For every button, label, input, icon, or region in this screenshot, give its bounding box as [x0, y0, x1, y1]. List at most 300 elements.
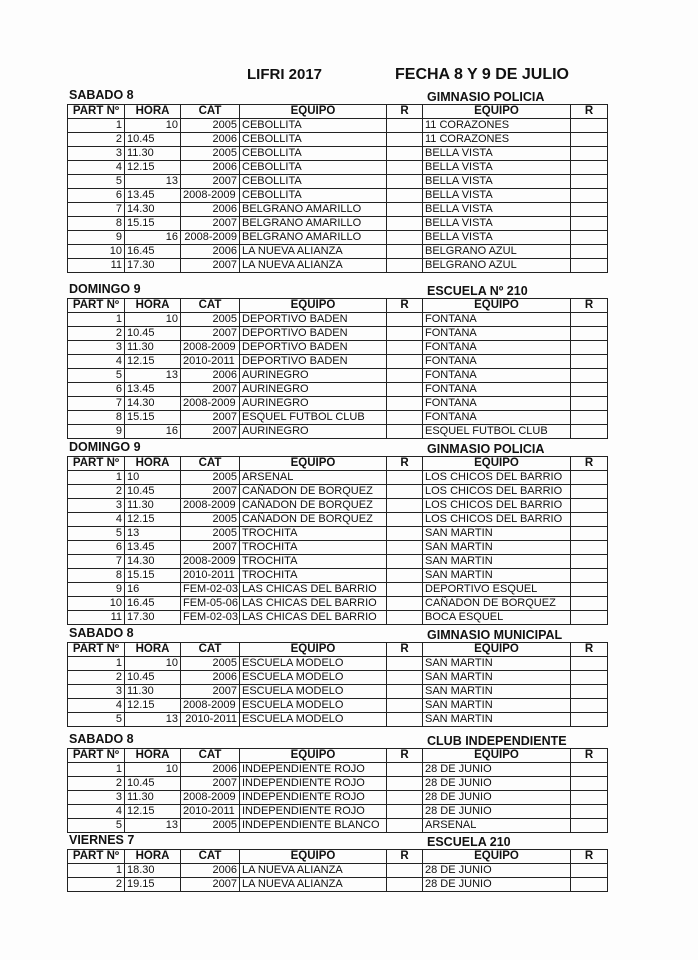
table-row — [68, 597, 608, 611]
column-header-equipo2: EQUIPO — [423, 457, 571, 471]
home-team: LA NUEVA ALIANZA — [240, 245, 387, 259]
column-header-part: PART Nº — [68, 749, 125, 763]
day-label: VIERNES 7 — [69, 833, 135, 847]
part-number: 2 — [68, 485, 125, 499]
column-header-hora: HORA — [125, 850, 181, 864]
away-team: FONTANA — [423, 313, 571, 327]
venue-label: GIMNASIO POLICIA — [427, 90, 545, 104]
away-team: FONTANA — [423, 355, 571, 369]
table-row — [68, 313, 608, 327]
home-result[interactable] — [387, 471, 423, 485]
day-label: DOMINGO 9 — [69, 282, 141, 296]
away-result[interactable] — [571, 341, 608, 355]
category: 2007 — [181, 425, 240, 439]
away-result[interactable] — [571, 805, 608, 819]
table-row — [68, 341, 608, 355]
day-label: SABADO 8 — [69, 88, 134, 102]
away-result[interactable] — [571, 411, 608, 425]
column-header-equipo2: EQUIPO — [423, 850, 571, 864]
part-number: 1 — [68, 864, 125, 878]
match-time: 19.15 — [125, 878, 181, 892]
match-time: 13 — [125, 369, 181, 383]
match-time: 10.45 — [125, 671, 181, 685]
home-team: INDEPENDIENTE ROJO — [240, 777, 387, 791]
home-team: TROCHITA — [240, 569, 387, 583]
match-time: 11.30 — [125, 791, 181, 805]
away-result[interactable] — [571, 513, 608, 527]
away-result[interactable] — [571, 355, 608, 369]
table-row — [68, 189, 608, 203]
home-result[interactable] — [387, 383, 423, 397]
home-team: CAÑADON DE BORQUEZ — [240, 513, 387, 527]
away-result[interactable] — [571, 671, 608, 685]
table-row — [68, 569, 608, 583]
away-result[interactable] — [571, 527, 608, 541]
match-time: 10 — [125, 763, 181, 777]
column-header-equipo: EQUIPO — [240, 105, 387, 119]
match-time: 10.45 — [125, 133, 181, 147]
category: 2006 — [181, 203, 240, 217]
table-row — [68, 119, 608, 133]
away-result[interactable] — [571, 327, 608, 341]
home-result[interactable] — [387, 189, 423, 203]
match-time: 18.30 — [125, 864, 181, 878]
home-result[interactable] — [387, 425, 423, 439]
column-header-r2: R — [571, 299, 608, 313]
home-result[interactable] — [387, 203, 423, 217]
home-result[interactable] — [387, 597, 423, 611]
match-time: 13.45 — [125, 541, 181, 555]
table-row — [68, 864, 608, 878]
table-row — [68, 699, 608, 713]
match-time: 12.15 — [125, 699, 181, 713]
home-result[interactable] — [387, 217, 423, 231]
match-block — [67, 626, 609, 727]
part-number: 2 — [68, 777, 125, 791]
category: FEM-02-03 — [181, 583, 240, 597]
category: 2005 — [181, 313, 240, 327]
column-header-equipo2: EQUIPO — [423, 299, 571, 313]
category: 2006 — [181, 763, 240, 777]
home-result[interactable] — [387, 657, 423, 671]
home-result[interactable] — [387, 777, 423, 791]
away-result[interactable] — [571, 471, 608, 485]
match-time: 14.30 — [125, 397, 181, 411]
away-team: BELGRANO AZUL — [423, 259, 571, 273]
table-header-row — [68, 643, 608, 657]
away-team: FONTANA — [423, 341, 571, 355]
category: 2007 — [181, 878, 240, 892]
match-time: 14.30 — [125, 555, 181, 569]
away-result[interactable] — [571, 133, 608, 147]
table-row — [68, 499, 608, 513]
away-team: DEPORTIVO ESQUEL — [423, 583, 571, 597]
away-result[interactable] — [571, 485, 608, 499]
table-row — [68, 763, 608, 777]
away-result[interactable] — [571, 259, 608, 273]
match-time: 16 — [125, 425, 181, 439]
column-header-r: R — [387, 457, 423, 471]
home-team: LA NUEVA ALIANZA — [240, 864, 387, 878]
category: 2007 — [181, 327, 240, 341]
block-header — [67, 732, 609, 748]
home-result[interactable] — [387, 327, 423, 341]
table-row — [68, 369, 608, 383]
home-result[interactable] — [387, 611, 423, 625]
part-number: 11 — [68, 611, 125, 625]
away-result[interactable] — [571, 699, 608, 713]
match-time: 12.15 — [125, 355, 181, 369]
home-result[interactable] — [387, 791, 423, 805]
away-result[interactable] — [571, 685, 608, 699]
away-result[interactable] — [571, 611, 608, 625]
away-result[interactable] — [571, 763, 608, 777]
away-result[interactable] — [571, 369, 608, 383]
category: 2008-2009 — [181, 341, 240, 355]
home-team: ESCUELA MODELO — [240, 713, 387, 727]
match-block — [67, 282, 609, 439]
table-row — [68, 555, 608, 569]
column-header-hora: HORA — [125, 749, 181, 763]
match-time: 13.45 — [125, 383, 181, 397]
away-team: BELLA VISTA — [423, 147, 571, 161]
table-row — [68, 583, 608, 597]
part-number: 4 — [68, 161, 125, 175]
home-team: AURINEGRO — [240, 397, 387, 411]
table-row — [68, 777, 608, 791]
column-header-r2: R — [571, 105, 608, 119]
away-team: 28 DE JUNIO — [423, 763, 571, 777]
home-result[interactable] — [387, 397, 423, 411]
home-result[interactable] — [387, 864, 423, 878]
away-team: SAN MARTIN — [423, 713, 571, 727]
part-number: 9 — [68, 425, 125, 439]
away-team: ARSENAL — [423, 819, 571, 833]
table-row — [68, 611, 608, 625]
home-team: DEPORTIVO BADEN — [240, 355, 387, 369]
away-team: CAÑADON DE BORQUEZ — [423, 597, 571, 611]
category: 2006 — [181, 133, 240, 147]
home-result[interactable] — [387, 411, 423, 425]
home-result[interactable] — [387, 763, 423, 777]
category: 2005 — [181, 819, 240, 833]
away-result[interactable] — [571, 569, 608, 583]
category: 2007 — [181, 259, 240, 273]
category: 2007 — [181, 777, 240, 791]
away-team: BELLA VISTA — [423, 161, 571, 175]
match-time: 10 — [125, 657, 181, 671]
home-result[interactable] — [387, 583, 423, 597]
home-result[interactable] — [387, 819, 423, 833]
column-header-equipo: EQUIPO — [240, 749, 387, 763]
away-result[interactable] — [571, 175, 608, 189]
away-team: SAN MARTIN — [423, 569, 571, 583]
part-number: 6 — [68, 383, 125, 397]
away-result[interactable] — [571, 878, 608, 892]
away-result[interactable] — [571, 555, 608, 569]
column-header-cat: CAT — [181, 105, 240, 119]
home-team: INDEPENDIENTE ROJO — [240, 763, 387, 777]
column-header-part: PART Nº — [68, 850, 125, 864]
table-row — [68, 819, 608, 833]
home-result[interactable] — [387, 713, 423, 727]
table-row — [68, 671, 608, 685]
column-header-hora: HORA — [125, 105, 181, 119]
home-result[interactable] — [387, 671, 423, 685]
home-team: DEPORTIVO BADEN — [240, 341, 387, 355]
match-time: 16.45 — [125, 597, 181, 611]
table-row — [68, 203, 608, 217]
away-team: SAN MARTIN — [423, 527, 571, 541]
away-team: ESQUEL FUTBOL CLUB — [423, 425, 571, 439]
part-number: 9 — [68, 231, 125, 245]
table-row — [68, 259, 608, 273]
match-time: 10.45 — [125, 327, 181, 341]
away-result[interactable] — [571, 597, 608, 611]
home-team: CEBOLLITA — [240, 175, 387, 189]
match-time: 11.30 — [125, 499, 181, 513]
column-header-hora: HORA — [125, 457, 181, 471]
away-team: BELLA VISTA — [423, 217, 571, 231]
home-result[interactable] — [387, 369, 423, 383]
away-result[interactable] — [571, 791, 608, 805]
home-team: AURINEGRO — [240, 425, 387, 439]
day-label: DOMINGO 9 — [69, 440, 141, 454]
table-row — [68, 383, 608, 397]
category: 2007 — [181, 541, 240, 555]
match-time: 17.30 — [125, 259, 181, 273]
venue-label: GIMNASIO MUNICIPAL — [427, 628, 563, 642]
away-result[interactable] — [571, 397, 608, 411]
away-result[interactable] — [571, 819, 608, 833]
away-team: BELGRANO AZUL — [423, 245, 571, 259]
table-row — [68, 175, 608, 189]
home-result[interactable] — [387, 355, 423, 369]
part-number: 7 — [68, 203, 125, 217]
table-row — [68, 878, 608, 892]
away-result[interactable] — [571, 203, 608, 217]
match-time: 11.30 — [125, 341, 181, 355]
away-team: 11 CORAZONES — [423, 133, 571, 147]
away-team: BELLA VISTA — [423, 203, 571, 217]
away-result[interactable] — [571, 541, 608, 555]
match-time: 12.15 — [125, 513, 181, 527]
table-row — [68, 355, 608, 369]
away-team: BELLA VISTA — [423, 175, 571, 189]
home-result[interactable] — [387, 133, 423, 147]
away-team: 28 DE JUNIO — [423, 864, 571, 878]
away-team: LOS CHICOS DEL BARRIO — [423, 513, 571, 527]
home-result[interactable] — [387, 313, 423, 327]
part-number: 3 — [68, 341, 125, 355]
category: 2006 — [181, 161, 240, 175]
away-team: LOS CHICOS DEL BARRIO — [423, 471, 571, 485]
table-row — [68, 397, 608, 411]
match-table — [67, 456, 608, 625]
match-time: 11.30 — [125, 685, 181, 699]
category: 2008-2009 — [181, 555, 240, 569]
home-team: LA NUEVA ALIANZA — [240, 259, 387, 273]
away-result[interactable] — [571, 245, 608, 259]
match-block — [67, 88, 609, 273]
home-result[interactable] — [387, 485, 423, 499]
part-number: 5 — [68, 713, 125, 727]
day-label: SABADO 8 — [69, 626, 134, 640]
table-row — [68, 327, 608, 341]
home-result[interactable] — [387, 147, 423, 161]
table-row — [68, 245, 608, 259]
home-result[interactable] — [387, 685, 423, 699]
table-header-row — [68, 457, 608, 471]
match-time: 13 — [125, 819, 181, 833]
column-header-equipo: EQUIPO — [240, 850, 387, 864]
away-result[interactable] — [571, 147, 608, 161]
away-result[interactable] — [571, 425, 608, 439]
category: 2007 — [181, 485, 240, 499]
block-header — [67, 626, 609, 642]
home-team: ESCUELA MODELO — [240, 671, 387, 685]
away-result[interactable] — [571, 713, 608, 727]
away-result[interactable] — [571, 499, 608, 513]
match-time: 13 — [125, 175, 181, 189]
away-result[interactable] — [571, 657, 608, 671]
away-result[interactable] — [571, 777, 608, 791]
home-team: TROCHITA — [240, 527, 387, 541]
part-number: 8 — [68, 569, 125, 583]
home-team: DEPORTIVO BADEN — [240, 313, 387, 327]
home-result[interactable] — [387, 245, 423, 259]
away-team: SAN MARTIN — [423, 685, 571, 699]
away-team: SAN MARTIN — [423, 699, 571, 713]
home-team: AURINEGRO — [240, 383, 387, 397]
home-result[interactable] — [387, 555, 423, 569]
away-result[interactable] — [571, 189, 608, 203]
part-number: 1 — [68, 763, 125, 777]
home-team: CAÑADON DE BORQUEZ — [240, 485, 387, 499]
category: FEM-02-03 — [181, 611, 240, 625]
away-result[interactable] — [571, 583, 608, 597]
away-team: 28 DE JUNIO — [423, 791, 571, 805]
part-number: 4 — [68, 699, 125, 713]
table-row — [68, 713, 608, 727]
away-team: BELLA VISTA — [423, 231, 571, 245]
category: 2007 — [181, 685, 240, 699]
category: 2010-2011 — [181, 569, 240, 583]
home-team: CEBOLLITA — [240, 161, 387, 175]
part-number: 8 — [68, 411, 125, 425]
column-header-r2: R — [571, 850, 608, 864]
away-result[interactable] — [571, 383, 608, 397]
column-header-equipo: EQUIPO — [240, 643, 387, 657]
match-time: 15.15 — [125, 569, 181, 583]
part-number: 4 — [68, 805, 125, 819]
home-result[interactable] — [387, 699, 423, 713]
table-row — [68, 217, 608, 231]
column-header-cat: CAT — [181, 299, 240, 313]
table-header-row — [68, 749, 608, 763]
home-team: INDEPENDIENTE BLANCO — [240, 819, 387, 833]
home-result[interactable] — [387, 499, 423, 513]
match-time: 12.15 — [125, 161, 181, 175]
category: 2010-2011 — [181, 713, 240, 727]
column-header-cat: CAT — [181, 850, 240, 864]
away-result[interactable] — [571, 864, 608, 878]
match-time: 15.15 — [125, 411, 181, 425]
part-number: 2 — [68, 133, 125, 147]
category: 2010-2011 — [181, 355, 240, 369]
home-team: BELGRANO AMARILLO — [240, 203, 387, 217]
table-header-row — [68, 105, 608, 119]
table-row — [68, 541, 608, 555]
category: 2007 — [181, 217, 240, 231]
home-result[interactable] — [387, 259, 423, 273]
away-result[interactable] — [571, 161, 608, 175]
home-result[interactable] — [387, 175, 423, 189]
table-row — [68, 231, 608, 245]
part-number: 11 — [68, 259, 125, 273]
home-team: INDEPENDIENTE ROJO — [240, 805, 387, 819]
category: 2006 — [181, 369, 240, 383]
home-team: LA NUEVA ALIANZA — [240, 878, 387, 892]
category: 2006 — [181, 864, 240, 878]
block-header — [67, 440, 609, 456]
part-number: 7 — [68, 555, 125, 569]
away-team: SAN MARTIN — [423, 555, 571, 569]
home-result[interactable] — [387, 231, 423, 245]
table-row — [68, 411, 608, 425]
block-header — [67, 88, 609, 104]
home-result[interactable] — [387, 805, 423, 819]
away-team: 11 CORAZONES — [423, 119, 571, 133]
match-time: 13 — [125, 527, 181, 541]
category: 2005 — [181, 513, 240, 527]
away-result[interactable] — [571, 119, 608, 133]
match-table — [67, 748, 608, 833]
away-team: 28 DE JUNIO — [423, 878, 571, 892]
away-result[interactable] — [571, 313, 608, 327]
match-time: 10 — [125, 119, 181, 133]
home-result[interactable] — [387, 161, 423, 175]
category: FEM-05-06 — [181, 597, 240, 611]
match-time: 14.30 — [125, 203, 181, 217]
home-result[interactable] — [387, 119, 423, 133]
away-result[interactable] — [571, 231, 608, 245]
part-number: 5 — [68, 527, 125, 541]
home-result[interactable] — [387, 878, 423, 892]
category: 2005 — [181, 119, 240, 133]
away-result[interactable] — [571, 217, 608, 231]
match-table — [67, 642, 608, 727]
home-result[interactable] — [387, 341, 423, 355]
home-team: ESCUELA MODELO — [240, 657, 387, 671]
home-result[interactable] — [387, 527, 423, 541]
part-number: 3 — [68, 685, 125, 699]
column-header-part: PART Nº — [68, 105, 125, 119]
home-team: AURINEGRO — [240, 369, 387, 383]
category: 2010-2011 — [181, 805, 240, 819]
home-team: TROCHITA — [240, 541, 387, 555]
home-result[interactable] — [387, 513, 423, 527]
home-result[interactable] — [387, 569, 423, 583]
table-row — [68, 485, 608, 499]
match-time: 12.15 — [125, 805, 181, 819]
date-title: FECHA 8 Y 9 DE JULIO — [395, 66, 569, 83]
home-team: ESCUELA MODELO — [240, 699, 387, 713]
table-row — [68, 161, 608, 175]
home-team: CEBOLLITA — [240, 133, 387, 147]
home-result[interactable] — [387, 541, 423, 555]
match-time: 15.15 — [125, 217, 181, 231]
